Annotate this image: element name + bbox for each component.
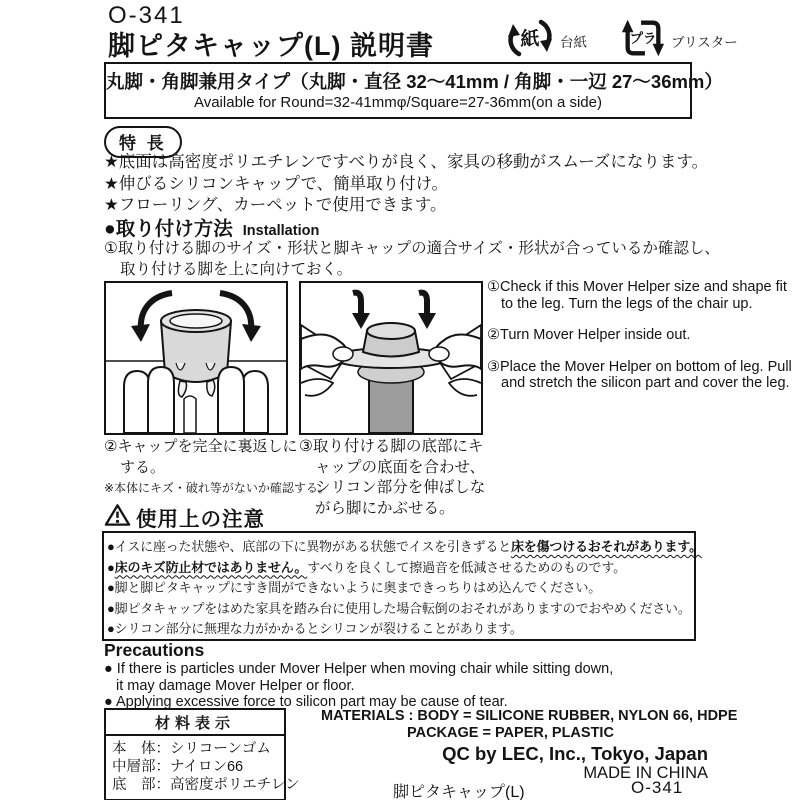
step-en: ②Turn Mover Helper inside out.	[487, 327, 691, 343]
installation-heading-en: Installation	[242, 223, 320, 239]
precaution-item: ● Applying excessive force to silicon part may be cause of tear.	[104, 694, 508, 710]
notice-item: ●シリコン部分に無理な力がかかるとシリコンが裂けることがあります。	[107, 621, 523, 637]
features-list	[104, 152, 708, 217]
materials-en-line: PACKAGE = PAPER, PLASTIC	[407, 725, 614, 741]
installation-steps-en	[487, 279, 799, 407]
made-in-line: MADE IN CHINA	[583, 764, 708, 782]
materials-table	[104, 708, 300, 800]
installation-heading-jp: ●取り付け方法	[104, 218, 233, 240]
size-spec-jp: 丸脚・角脚兼用タイプ（丸脚・直径 32～41mm / 角脚・一辺 27～36mm）	[106, 71, 723, 92]
paper-recycle-icon	[505, 15, 555, 66]
precaution-item-cont: it may damage Mover Helper or floor.	[116, 677, 355, 694]
precaution-item: ● If there is particles under Mover Helper when moving chair while sitting down,	[104, 661, 614, 677]
caption-step3-jp: ③取り付ける脚の底部にキャップの底面を合わせ、シリコン部分を伸ばしながら脚にかぶせる。	[299, 438, 486, 517]
installation-heading	[104, 213, 319, 241]
down-arrow-icon	[418, 293, 436, 329]
step-en: ③Place the Mover Helper on bottom of leg. Pull and stretch the silicon part and cover the leg.	[487, 358, 792, 391]
size-spec-en: Available for Round=32-41mmφ/Square=27-36mm(on a side)	[193, 94, 602, 111]
notice-item: ●脚ピタキャップをはめた家具を踏み台に使用した場合転倒のおそれがありますのでおやめください。	[107, 600, 691, 616]
materials-en-line: MATERIALS : BODY = SILICONE RUBBER, NYLON 66, HDPE	[321, 708, 738, 724]
page-title: 脚ピタキャップ(L) 説明書	[108, 31, 434, 61]
features-heading: 特 長	[104, 126, 182, 158]
illustration-turn-inside-out	[104, 281, 288, 435]
caption-step2-jp: ②キャップを完全に裏返しにする。	[104, 438, 298, 476]
materials-table-rows	[106, 736, 300, 799]
step-en: ①Check if this Mover Helper size and shape fit to the leg. Turn the legs of the chair up.	[487, 279, 787, 312]
materials-row: 本 体：シリコーンゴム	[112, 741, 271, 757]
precautions-heading: Precautions	[104, 640, 205, 660]
feature-item: ★底面は高密度ポリエチレンですべりが良く、家具の移動がスムーズになります。	[104, 153, 709, 171]
svg-text:紙: 紙	[520, 29, 540, 50]
notice-item: ●イスに座った状態や、底部の下に異物がある状態でイスを引きずると床を傷つけるおそれがあります。	[107, 539, 702, 554]
model-number: O-341	[108, 2, 185, 29]
caption-step2-note: ※本体にキズ・破れ等がないか確認する。	[104, 481, 330, 495]
paper-recycle-label: 台紙	[560, 35, 587, 50]
materials-table-heading: 材料表示	[106, 710, 284, 736]
feature-item: ★フローリング、カーペットで使用できます。	[104, 196, 447, 214]
precautions-list	[104, 661, 613, 711]
footer-product-name: 脚ピタキャップ(L)	[393, 784, 525, 800]
qc-line: QC by LEC, Inc., Tokyo, Japan	[442, 743, 708, 764]
down-arrow-icon	[352, 293, 370, 329]
notice-heading-text: 使用上の注意	[136, 508, 265, 531]
plastic-recycle-label: ブリスター	[671, 35, 738, 50]
feature-item: ★伸びるシリコンキャップで、簡単取り付け。	[104, 174, 448, 193]
notice-item: ●脚と脚ピタキャップにすき間ができないように奥まできっちりはめ込んでください。	[107, 580, 602, 596]
plastic-recycle-icon	[620, 15, 666, 66]
cover-leg-drawing	[301, 283, 481, 433]
size-spec-box	[104, 62, 723, 119]
notice-item: ●床のキズ防止材ではありません。すべりを良くして擦過音を低減させるためのものです。	[107, 559, 626, 575]
notice-box	[102, 531, 702, 641]
turn-inside-out-drawing	[106, 283, 286, 433]
notice-heading	[104, 502, 265, 532]
svg-text:プラ: プラ	[629, 30, 657, 46]
materials-row: 底 部：高密度ポリエチレン	[112, 777, 300, 793]
materials-row: 中層部：ナイロン66	[112, 759, 244, 775]
warning-triangle-icon	[104, 503, 131, 532]
illustration-cover-leg	[299, 281, 483, 435]
materials-en-block	[321, 708, 737, 742]
footer-model-number: O-341	[631, 778, 684, 797]
installation-step1-jp: ①取り付ける脚のサイズ・形状と脚キャップの適合サイズ・形状が合っているか確認し、取り付ける脚を上に向けておく。	[104, 240, 720, 278]
